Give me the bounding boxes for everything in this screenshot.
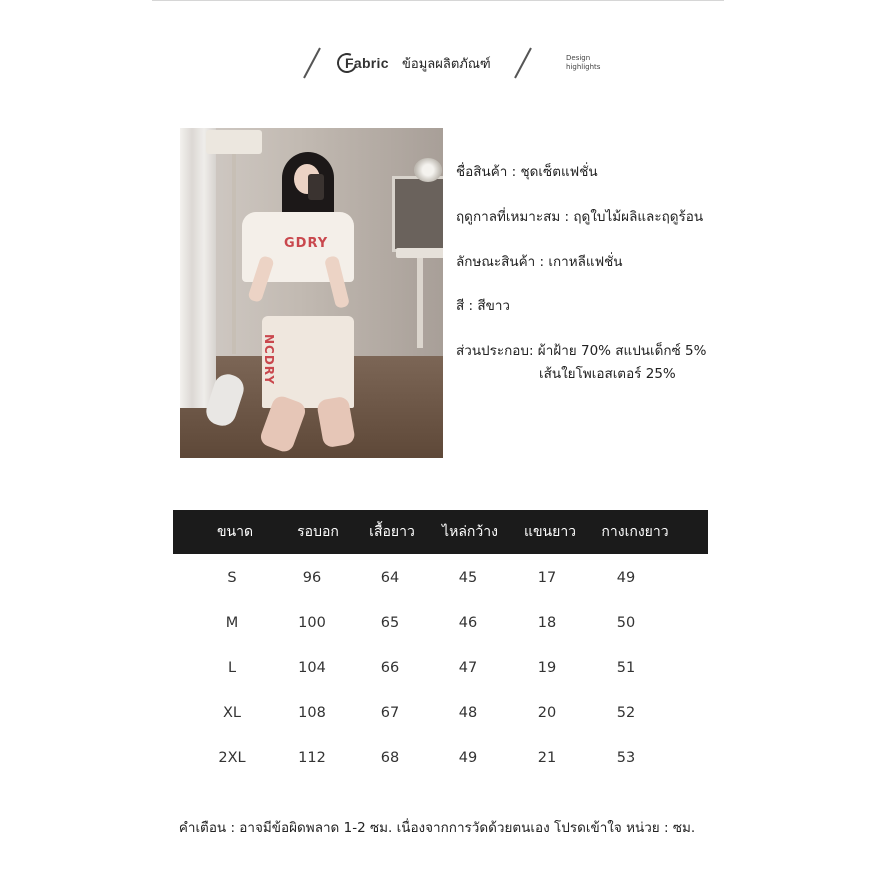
table-row: [0, 660, 874, 684]
tshirt-print: GDRY: [284, 236, 329, 251]
cell-pants-length: 52: [616, 705, 636, 721]
col-size: ขนาด: [216, 524, 254, 540]
cell-pants-length: 51: [616, 660, 636, 676]
cell-chest: 96: [302, 570, 322, 586]
cell-size: L: [227, 660, 237, 676]
cell-shirt-length: 64: [380, 570, 400, 586]
fabric-logo: [337, 50, 389, 76]
shorts-print: NCDRY: [262, 334, 276, 386]
cell-sleeve: 17: [537, 570, 557, 586]
lamp-pole: [232, 154, 236, 354]
product-name: ชื่อสินค้า : ชุดเซ็ตแฟชั่น: [456, 164, 598, 180]
product-style: ลักษณะสินค้า : เกาหลีแฟชั่น: [456, 254, 623, 270]
measurement-warning: คำเตือน : อาจมีข้อผิดพลาด 1-2 ซม. เนื่องจากการวัดด้วยตนเอง โปรดเข้าใจ หน่วย : ซม.: [178, 820, 696, 836]
page-title: ข้อมูลผลิตภัณฑ์: [402, 57, 491, 72]
table-row: [0, 615, 874, 639]
cell-shoulder: 48: [458, 705, 478, 721]
cell-chest: 104: [298, 660, 326, 676]
cell-size: 2XL: [218, 750, 246, 766]
cell-shoulder: 47: [458, 660, 478, 676]
cell-shirt-length: 67: [380, 705, 400, 721]
cell-size: S: [227, 570, 237, 586]
fabric-logo-text: Fabric: [345, 55, 389, 71]
top-divider: [152, 0, 724, 1]
cell-shoulder: 49: [458, 750, 478, 766]
table-row: [0, 570, 874, 594]
product-material: ส่วนประกอบ: ผ้าฝ้าย 70% สแปนเด็กซ์ 5%: [456, 343, 707, 359]
phone-icon: [308, 174, 324, 200]
product-material-cont: เส้นใยโพเอสเตอร์ 25%: [539, 366, 676, 382]
cell-shirt-length: 66: [380, 660, 400, 676]
col-shirt-length: เสื้อยาว: [369, 524, 415, 540]
header-slash-left: [303, 48, 321, 79]
header-slash-right: [514, 48, 532, 79]
cell-pants-length: 53: [616, 750, 636, 766]
product-color: สี : สีขาว: [456, 298, 510, 314]
design-tag-line2: highlights: [566, 63, 601, 71]
cell-shoulder: 46: [458, 615, 478, 631]
cell-size: XL: [222, 705, 242, 721]
col-sleeve: แขนยาว: [523, 524, 577, 540]
cell-sleeve: 20: [537, 705, 557, 721]
cell-pants-length: 50: [616, 615, 636, 631]
floor-lamp-icon: [206, 130, 262, 154]
size-table-header: [173, 510, 708, 554]
cell-sleeve: 19: [537, 660, 557, 676]
cell-shirt-length: 65: [380, 615, 400, 631]
cell-size: M: [225, 615, 239, 631]
col-chest: รอบอก: [297, 524, 339, 540]
flowers-icon: [414, 158, 442, 182]
cell-chest: 112: [298, 750, 326, 766]
col-pants-length: กางเกงยาว: [601, 524, 669, 540]
cell-chest: 108: [298, 705, 326, 721]
cell-shirt-length: 68: [380, 750, 400, 766]
product-photo: [180, 128, 443, 458]
design-highlights-tag: [566, 54, 616, 72]
cell-shoulder: 45: [458, 570, 478, 586]
product-season: ฤดูกาลที่เหมาะสม : ฤดูใบไม้ผลิและฤดูร้อน: [456, 209, 704, 225]
cell-pants-length: 49: [616, 570, 636, 586]
photo-curtain: [180, 128, 216, 408]
design-tag-line1: Design: [566, 54, 591, 62]
col-shoulder: ไหล่กว้าง: [442, 524, 498, 540]
cell-sleeve: 18: [537, 615, 557, 631]
wall-frame: [392, 176, 443, 252]
table-row: [0, 750, 874, 774]
cell-sleeve: 21: [537, 750, 557, 766]
side-table-leg: [417, 258, 423, 348]
cell-chest: 100: [298, 615, 326, 631]
side-table: [396, 248, 443, 258]
table-row: [0, 705, 874, 729]
